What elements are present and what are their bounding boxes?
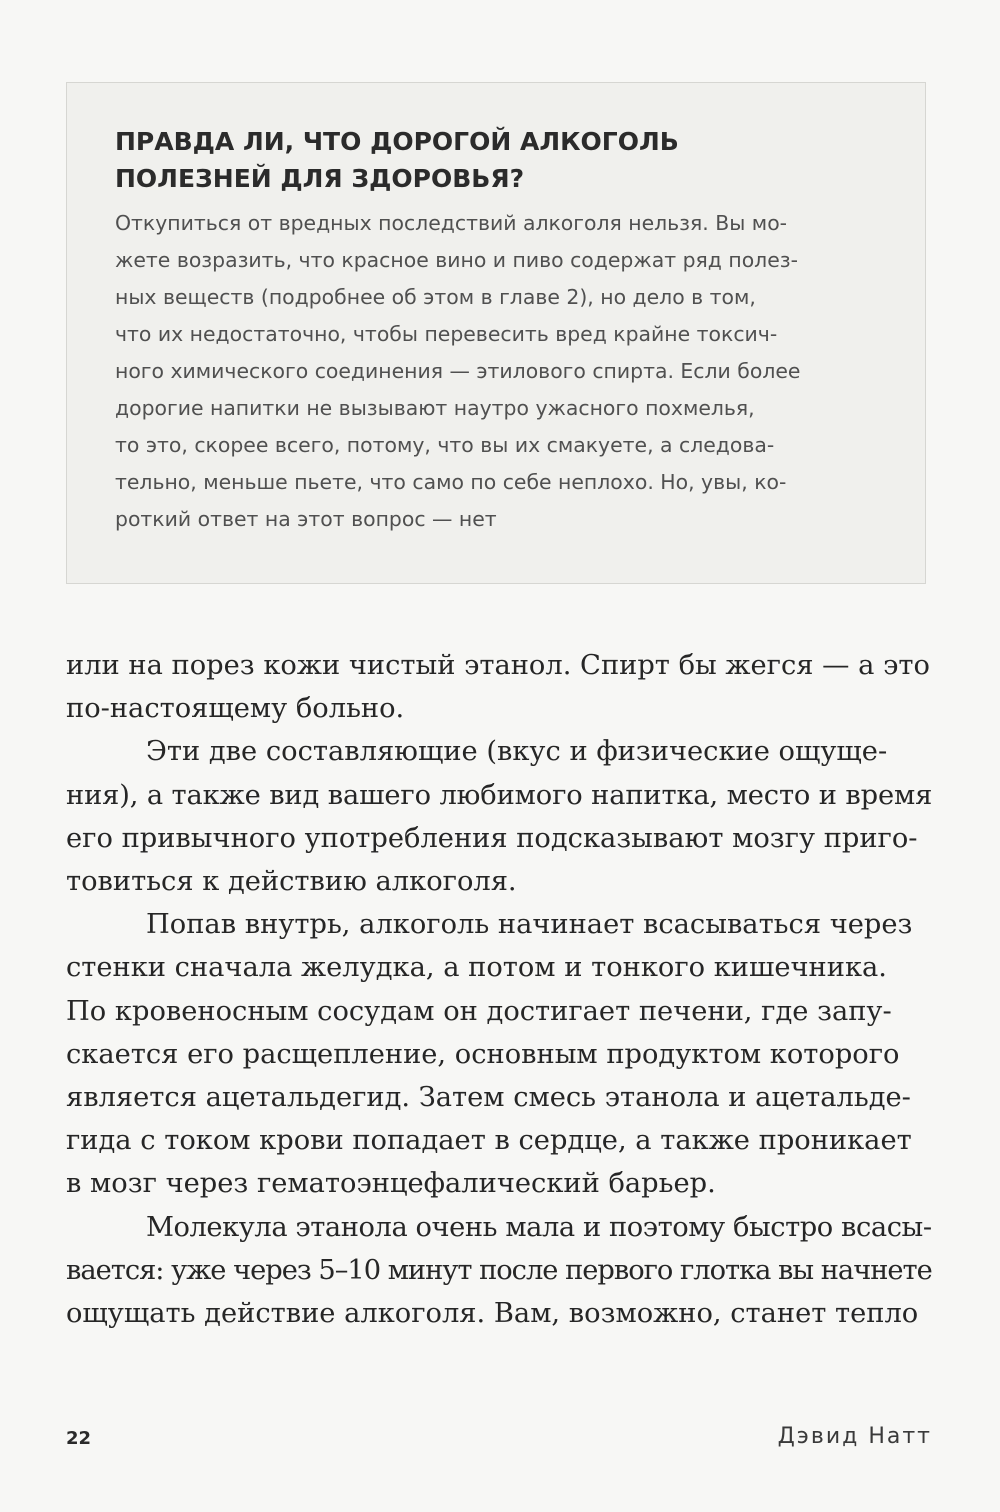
sidebar-body-line: что их недостаточно, чтобы перевесить вред крайне токсич- bbox=[115, 322, 778, 346]
page-number: 22 bbox=[66, 1428, 92, 1449]
sidebar-body-line: ного химического соединения — этилового спирта. Если более bbox=[115, 359, 801, 383]
sidebar-title-line: ПРАВДА ЛИ, ЧТО ДОРОГОЙ АЛКОГОЛЬ bbox=[115, 127, 679, 156]
paragraph-line: вается: уже через 5–10 минут после первого глотка вы начнете bbox=[66, 1254, 932, 1286]
sidebar-title-line: ПОЛЕЗНЕЙ ДЛЯ ЗДОРОВЬЯ? bbox=[115, 164, 525, 193]
sidebar-body bbox=[115, 205, 881, 538]
paragraph-line: его привычного употребления подсказывают мозгу приго- bbox=[66, 822, 918, 854]
sidebar-body-line: тельно, меньше пьете, что само по себе неплохо. Но, увы, ко- bbox=[115, 470, 787, 494]
paragraph-line: стенки сначала желудка, а потом и тонкого кишечника. bbox=[66, 952, 887, 984]
paragraph-line: товиться к действию алкоголя. bbox=[66, 866, 517, 898]
paragraph-line: по-настоящему больно. bbox=[66, 693, 405, 725]
paragraph-line: ния), а также вид вашего любимого напитка, место и время bbox=[66, 779, 933, 811]
sidebar-body-line: жете возразить, что красное вино и пиво содержат ряд полез- bbox=[115, 248, 798, 272]
paragraph-line: является ацетальдегид. Затем смесь этанола и ацетальде- bbox=[66, 1082, 911, 1114]
paragraph-line: в мозг через гематоэнцефалический барьер. bbox=[66, 1168, 716, 1200]
paragraph-line: гида с током крови попадает в сердце, а также проникает bbox=[66, 1125, 912, 1157]
sidebar-body-line: дорогие напитки не вызывают наутро ужасного похмелья, bbox=[115, 396, 755, 420]
sidebar-box bbox=[66, 82, 926, 584]
main-text bbox=[66, 644, 932, 1335]
paragraph-line: Эти две составляющие (вкус и физические ощуще- bbox=[146, 736, 888, 768]
sidebar-body-line: Откупиться от вредных последствий алкоголя нельзя. Вы мо- bbox=[115, 211, 788, 235]
paragraph-line: или на порез кожи чистый этанол. Спирт бы жегся — а это bbox=[66, 650, 930, 681]
sidebar-body-line: роткий ответ на этот вопрос — нет bbox=[115, 507, 497, 531]
running-author: Дэвид Натт bbox=[777, 1424, 932, 1449]
paragraph-line: Молекула этанола очень мала и поэтому быстро всасы- bbox=[146, 1211, 932, 1243]
paragraph-line: По кровеносным сосудам он достигает печени, где запу- bbox=[66, 995, 892, 1027]
paragraph-line: Попав внутрь, алкоголь начинает всасываться через bbox=[146, 909, 913, 941]
sidebar-body-line: ных веществ (подробнее об этом в главе 2), но дело в том, bbox=[115, 285, 756, 309]
paragraph-line: ощущать действие алкоголя. Вам, возможно, станет тепло bbox=[66, 1298, 919, 1330]
paragraph-line: скается его расщепление, основным продуктом которого bbox=[66, 1038, 900, 1070]
sidebar-title bbox=[115, 123, 881, 197]
sidebar-body-line: то это, скорее всего, потому, что вы их смакуете, а следова- bbox=[115, 433, 775, 457]
